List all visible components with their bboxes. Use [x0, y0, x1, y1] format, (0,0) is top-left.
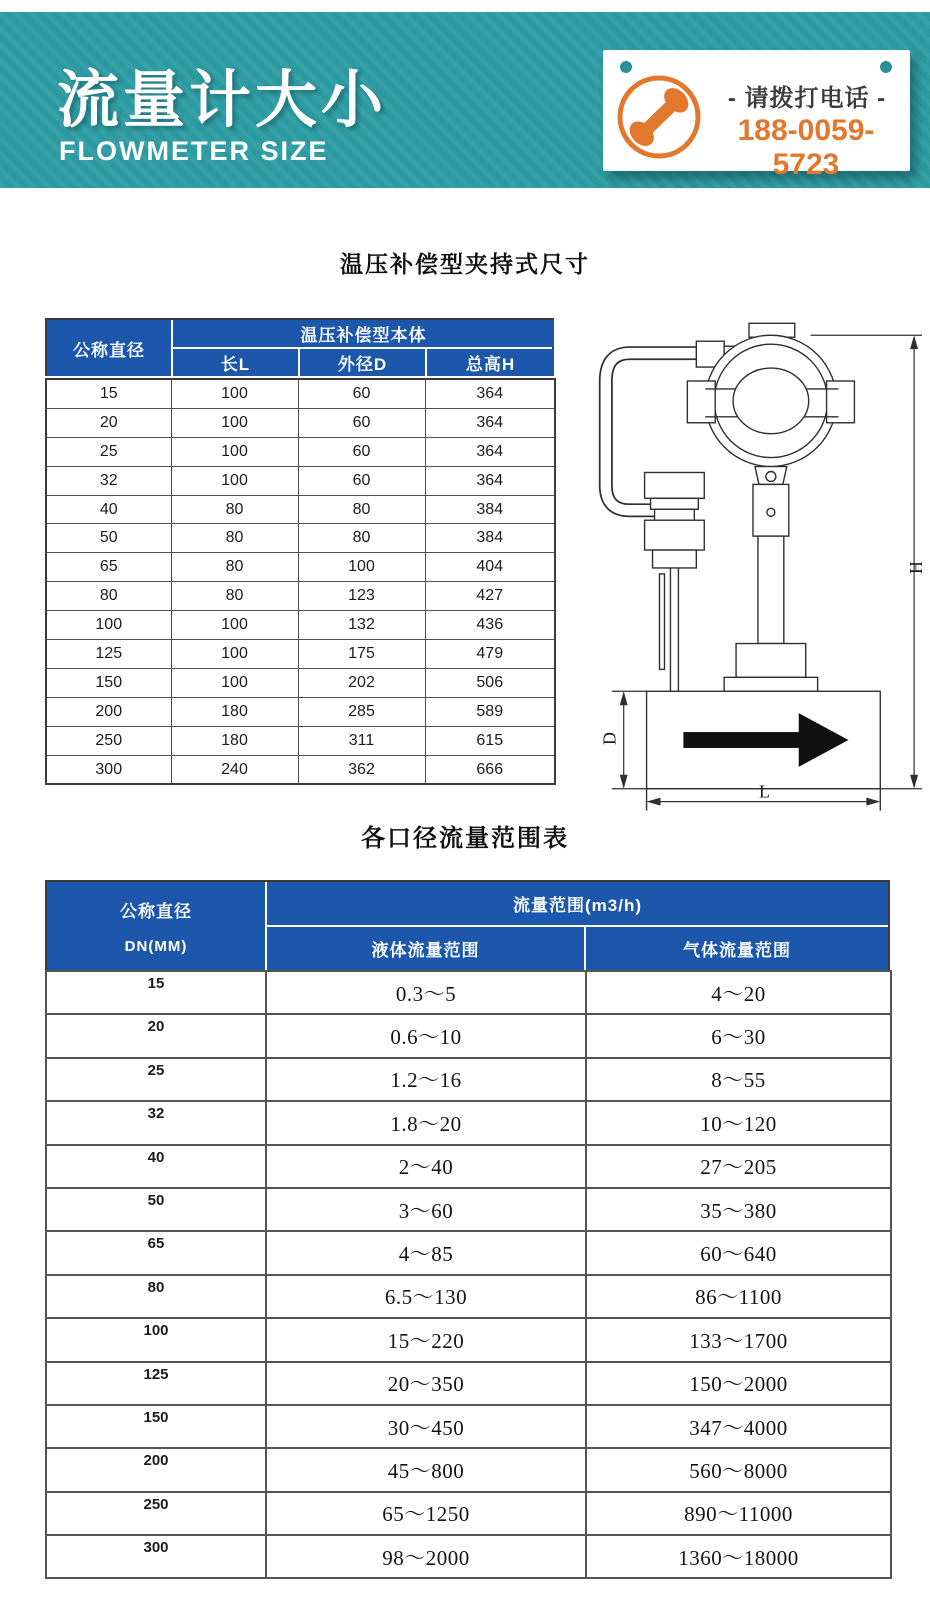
flow-range-table-header — [45, 880, 890, 970]
table-cell: 20 — [46, 408, 171, 437]
table-cell: 65～1250 — [266, 1492, 586, 1535]
table-cell: 240 — [171, 755, 298, 784]
table-cell: 427 — [425, 582, 555, 611]
table-cell: 384 — [425, 524, 555, 553]
col-header-body-group: 温压补偿型本体 — [173, 320, 554, 347]
table-cell: 8～55 — [586, 1058, 891, 1101]
table-cell: 6.5～130 — [266, 1275, 586, 1318]
table-row — [46, 408, 555, 437]
table-cell: 100 — [171, 668, 298, 697]
table-cell: 50 — [46, 1188, 266, 1231]
table-cell: 6～30 — [586, 1014, 891, 1057]
table-cell: 15 — [46, 971, 266, 1014]
table-row — [46, 1058, 891, 1101]
table-cell: 311 — [298, 726, 425, 755]
table-cell: 80 — [171, 524, 298, 553]
table-cell: 32 — [46, 466, 171, 495]
dim-label-h: H — [906, 561, 927, 574]
table-cell: 20～350 — [266, 1362, 586, 1405]
table-cell: 0.3～5 — [266, 971, 586, 1014]
table-cell: 40 — [46, 495, 171, 524]
table-cell: 404 — [425, 553, 555, 582]
table-cell: 32 — [46, 1101, 266, 1144]
table-cell: 1.2～16 — [266, 1058, 586, 1101]
section2-title: 各口径流量范围表 — [361, 825, 569, 852]
table-cell: 100 — [171, 640, 298, 669]
dimension-table — [45, 378, 556, 785]
table-cell: 100 — [46, 611, 171, 640]
table-cell: 1360～18000 — [586, 1535, 891, 1578]
table-cell: 25 — [46, 1058, 266, 1101]
table-cell: 60 — [298, 437, 425, 466]
table-cell: 180 — [171, 726, 298, 755]
table-row — [46, 1101, 891, 1144]
table-cell: 100 — [171, 379, 298, 408]
table-cell: 20 — [46, 1014, 266, 1057]
pin-dot-left — [620, 61, 632, 73]
table-row — [46, 1275, 891, 1318]
table-cell: 123 — [298, 582, 425, 611]
table-cell: 50 — [46, 524, 171, 553]
table-row — [46, 971, 891, 1014]
table-cell: 300 — [46, 755, 171, 784]
table-cell: 125 — [46, 1362, 266, 1405]
table-row — [46, 524, 555, 553]
table-row — [46, 1145, 891, 1188]
table-row — [46, 611, 555, 640]
col-header-flow-range-group: 流量范围(m3/h) — [267, 882, 888, 925]
table-cell: 60 — [298, 379, 425, 408]
table-cell: 80 — [298, 524, 425, 553]
table-row — [46, 1535, 891, 1578]
table-cell: 15 — [46, 379, 171, 408]
phone-card — [603, 50, 910, 181]
table-cell: 250 — [46, 726, 171, 755]
table-cell: 150 — [46, 1405, 266, 1448]
table-cell: 364 — [425, 466, 555, 495]
table-row — [46, 726, 555, 755]
table-cell: 25 — [46, 437, 171, 466]
table-row — [46, 1231, 891, 1274]
phone-call-label: - 请拨打电话 - — [727, 85, 887, 112]
table-cell: 80 — [171, 582, 298, 611]
table-cell: 100 — [171, 611, 298, 640]
table-cell: 615 — [425, 726, 555, 755]
table-row — [46, 379, 555, 408]
table-cell: 2～40 — [266, 1145, 586, 1188]
table-cell: 0.6～10 — [266, 1014, 586, 1057]
table-cell: 3～60 — [266, 1188, 586, 1231]
dimension-table-body — [46, 379, 555, 784]
table-cell: 1.8～20 — [266, 1101, 586, 1144]
table-cell: 285 — [298, 697, 425, 726]
dim-label-d: D — [599, 732, 620, 745]
table-cell: 10～120 — [586, 1101, 891, 1144]
page-title: 流量计大小 — [57, 66, 388, 135]
table-cell: 80 — [46, 1275, 266, 1318]
table-row — [46, 466, 555, 495]
dimension-table-header — [45, 318, 554, 376]
table-cell: 60～640 — [586, 1231, 891, 1274]
col-header-liquid-range: 液体流量范围 — [267, 927, 584, 970]
table-cell: 65 — [46, 1231, 266, 1274]
table-cell: 150 — [46, 668, 171, 697]
table-cell: 100 — [171, 437, 298, 466]
table-cell: 132 — [298, 611, 425, 640]
table-cell: 4～20 — [586, 971, 891, 1014]
table-row — [46, 668, 555, 697]
table-cell: 40 — [46, 1145, 266, 1188]
pin-dot-right — [880, 61, 892, 73]
table-cell: 100 — [46, 1318, 266, 1361]
table-row — [46, 697, 555, 726]
header-banner — [0, 12, 930, 188]
table-cell: 364 — [425, 379, 555, 408]
col-header-nominal-diameter: 公称直径 — [47, 320, 171, 376]
phone-number: 188-0059-5723 — [737, 114, 875, 181]
flowmeter-diagram — [572, 300, 930, 820]
col-header-dn-line1: 公称直径 — [120, 902, 192, 922]
table-cell: 80 — [171, 553, 298, 582]
table-cell: 60 — [298, 408, 425, 437]
table-cell: 60 — [298, 466, 425, 495]
table-cell: 364 — [425, 408, 555, 437]
table-cell: 45～800 — [266, 1448, 586, 1491]
table-row — [46, 1362, 891, 1405]
table-cell: 65 — [46, 553, 171, 582]
table-cell: 589 — [425, 697, 555, 726]
table-cell: 80 — [171, 495, 298, 524]
table-cell: 300 — [46, 1535, 266, 1578]
table-cell: 125 — [46, 640, 171, 669]
table-row — [46, 582, 555, 611]
table-cell: 200 — [46, 697, 171, 726]
table-cell: 27～205 — [586, 1145, 891, 1188]
flow-range-table-body — [46, 971, 891, 1578]
table-row — [46, 437, 555, 466]
table-cell: 35～380 — [586, 1188, 891, 1231]
table-cell: 666 — [425, 755, 555, 784]
section1-title: 温压补偿型夹持式尺寸 — [340, 251, 590, 277]
table-cell: 98～2000 — [266, 1535, 586, 1578]
table-row — [46, 1014, 891, 1057]
table-cell: 30～450 — [266, 1405, 586, 1448]
page-subtitle: FLOWMETER SIZE — [59, 136, 329, 166]
table-cell: 180 — [171, 697, 298, 726]
dim-label-l: L — [758, 781, 770, 802]
table-cell: 100 — [171, 408, 298, 437]
table-cell: 175 — [298, 640, 425, 669]
table-row — [46, 640, 555, 669]
table-cell: 362 — [298, 755, 425, 784]
table-cell: 80 — [46, 582, 171, 611]
table-row — [46, 755, 555, 784]
table-cell: 384 — [425, 495, 555, 524]
table-row — [46, 1448, 891, 1491]
table-cell: 15～220 — [266, 1318, 586, 1361]
table-row — [46, 553, 555, 582]
table-cell: 364 — [425, 437, 555, 466]
table-cell: 506 — [425, 668, 555, 697]
table-row — [46, 1492, 891, 1535]
col-header-total-height: 总高H — [427, 349, 554, 376]
table-cell: 100 — [171, 466, 298, 495]
table-row — [46, 1405, 891, 1448]
table-cell: 86～1100 — [586, 1275, 891, 1318]
table-cell: 202 — [298, 668, 425, 697]
table-cell: 80 — [298, 495, 425, 524]
table-row — [46, 1318, 891, 1361]
table-cell: 250 — [46, 1492, 266, 1535]
col-header-length: 长L — [173, 349, 298, 376]
flow-range-table — [45, 970, 892, 1579]
table-cell: 100 — [298, 553, 425, 582]
col-header-gas-range: 气体流量范围 — [586, 927, 888, 970]
col-header-dn-line2: DN(MM) — [124, 937, 188, 955]
table-cell: 479 — [425, 640, 555, 669]
table-cell: 347～4000 — [586, 1405, 891, 1448]
col-header-outer-diameter: 外径D — [300, 349, 425, 376]
table-cell: 133～1700 — [586, 1318, 891, 1361]
table-row — [46, 1188, 891, 1231]
phone-icon — [615, 73, 703, 161]
col-header-dn — [47, 882, 265, 970]
table-cell: 200 — [46, 1448, 266, 1491]
table-cell: 890～11000 — [586, 1492, 891, 1535]
table-row — [46, 495, 555, 524]
table-cell: 4～85 — [266, 1231, 586, 1274]
table-cell: 150～2000 — [586, 1362, 891, 1405]
table-cell: 436 — [425, 611, 555, 640]
table-cell: 560～8000 — [586, 1448, 891, 1491]
